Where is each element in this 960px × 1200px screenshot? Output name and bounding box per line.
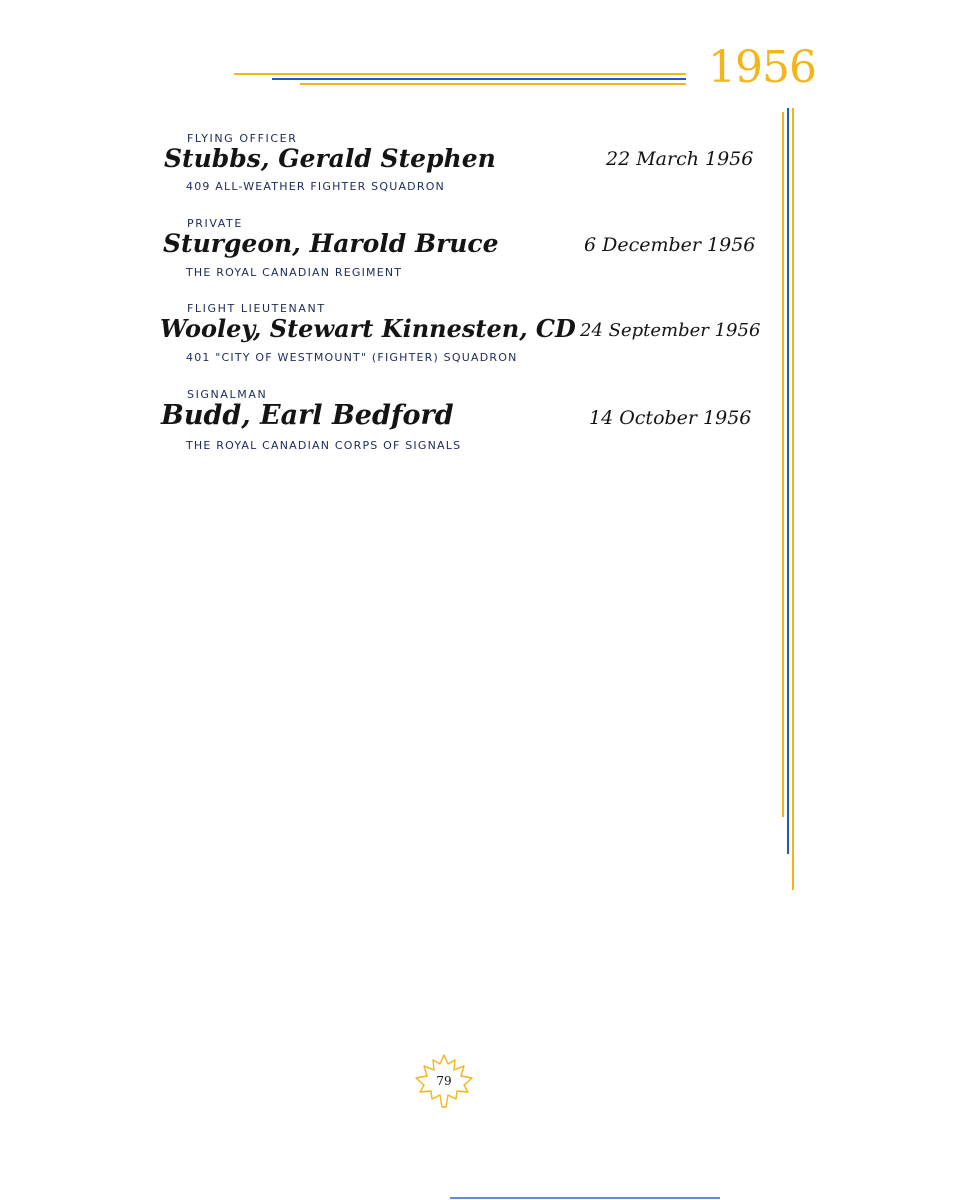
header-rule-gold-bottom	[300, 83, 686, 85]
bottom-edge-rule	[450, 1197, 720, 1199]
entry-date: 22 March 1956	[606, 148, 754, 170]
entry-date: 24 September 1956	[580, 320, 761, 341]
entry-date: 6 December 1956	[584, 234, 756, 256]
page-number: 79	[436, 1074, 452, 1088]
entry-unit: THE ROYAL CANADIAN CORPS OF SIGNALS	[186, 439, 462, 452]
entry-rank: PRIVATE	[187, 217, 243, 230]
entry-name: Budd, Earl Bedford	[161, 400, 454, 431]
entry-name: Wooley, Stewart Kinnesten, CD	[160, 314, 576, 343]
entry-rank: FLIGHT LIEUTENANT	[187, 302, 326, 315]
page-year-title: 1956	[708, 42, 816, 93]
entry-date: 14 October 1956	[589, 407, 752, 429]
entry-unit: THE ROYAL CANADIAN REGIMENT	[186, 266, 403, 279]
memorial-entry	[0, 386, 800, 456]
entry-name: Sturgeon, Harold Bruce	[163, 229, 499, 258]
entry-unit: 401 "CITY OF WESTMOUNT" (FIGHTER) SQUADRON	[186, 351, 518, 364]
memorial-entry	[0, 130, 800, 200]
entry-unit: 409 ALL-WEATHER FIGHTER SQUADRON	[186, 180, 445, 193]
header-rule-blue	[272, 78, 686, 80]
memorial-entry	[0, 300, 800, 370]
memorial-entry	[0, 215, 800, 285]
entry-rank: SIGNALMAN	[187, 388, 268, 401]
entry-rank: FLYING OFFICER	[187, 132, 298, 145]
header-rule-gold-top	[234, 73, 686, 75]
entry-name: Stubbs, Gerald Stephen	[164, 144, 496, 173]
